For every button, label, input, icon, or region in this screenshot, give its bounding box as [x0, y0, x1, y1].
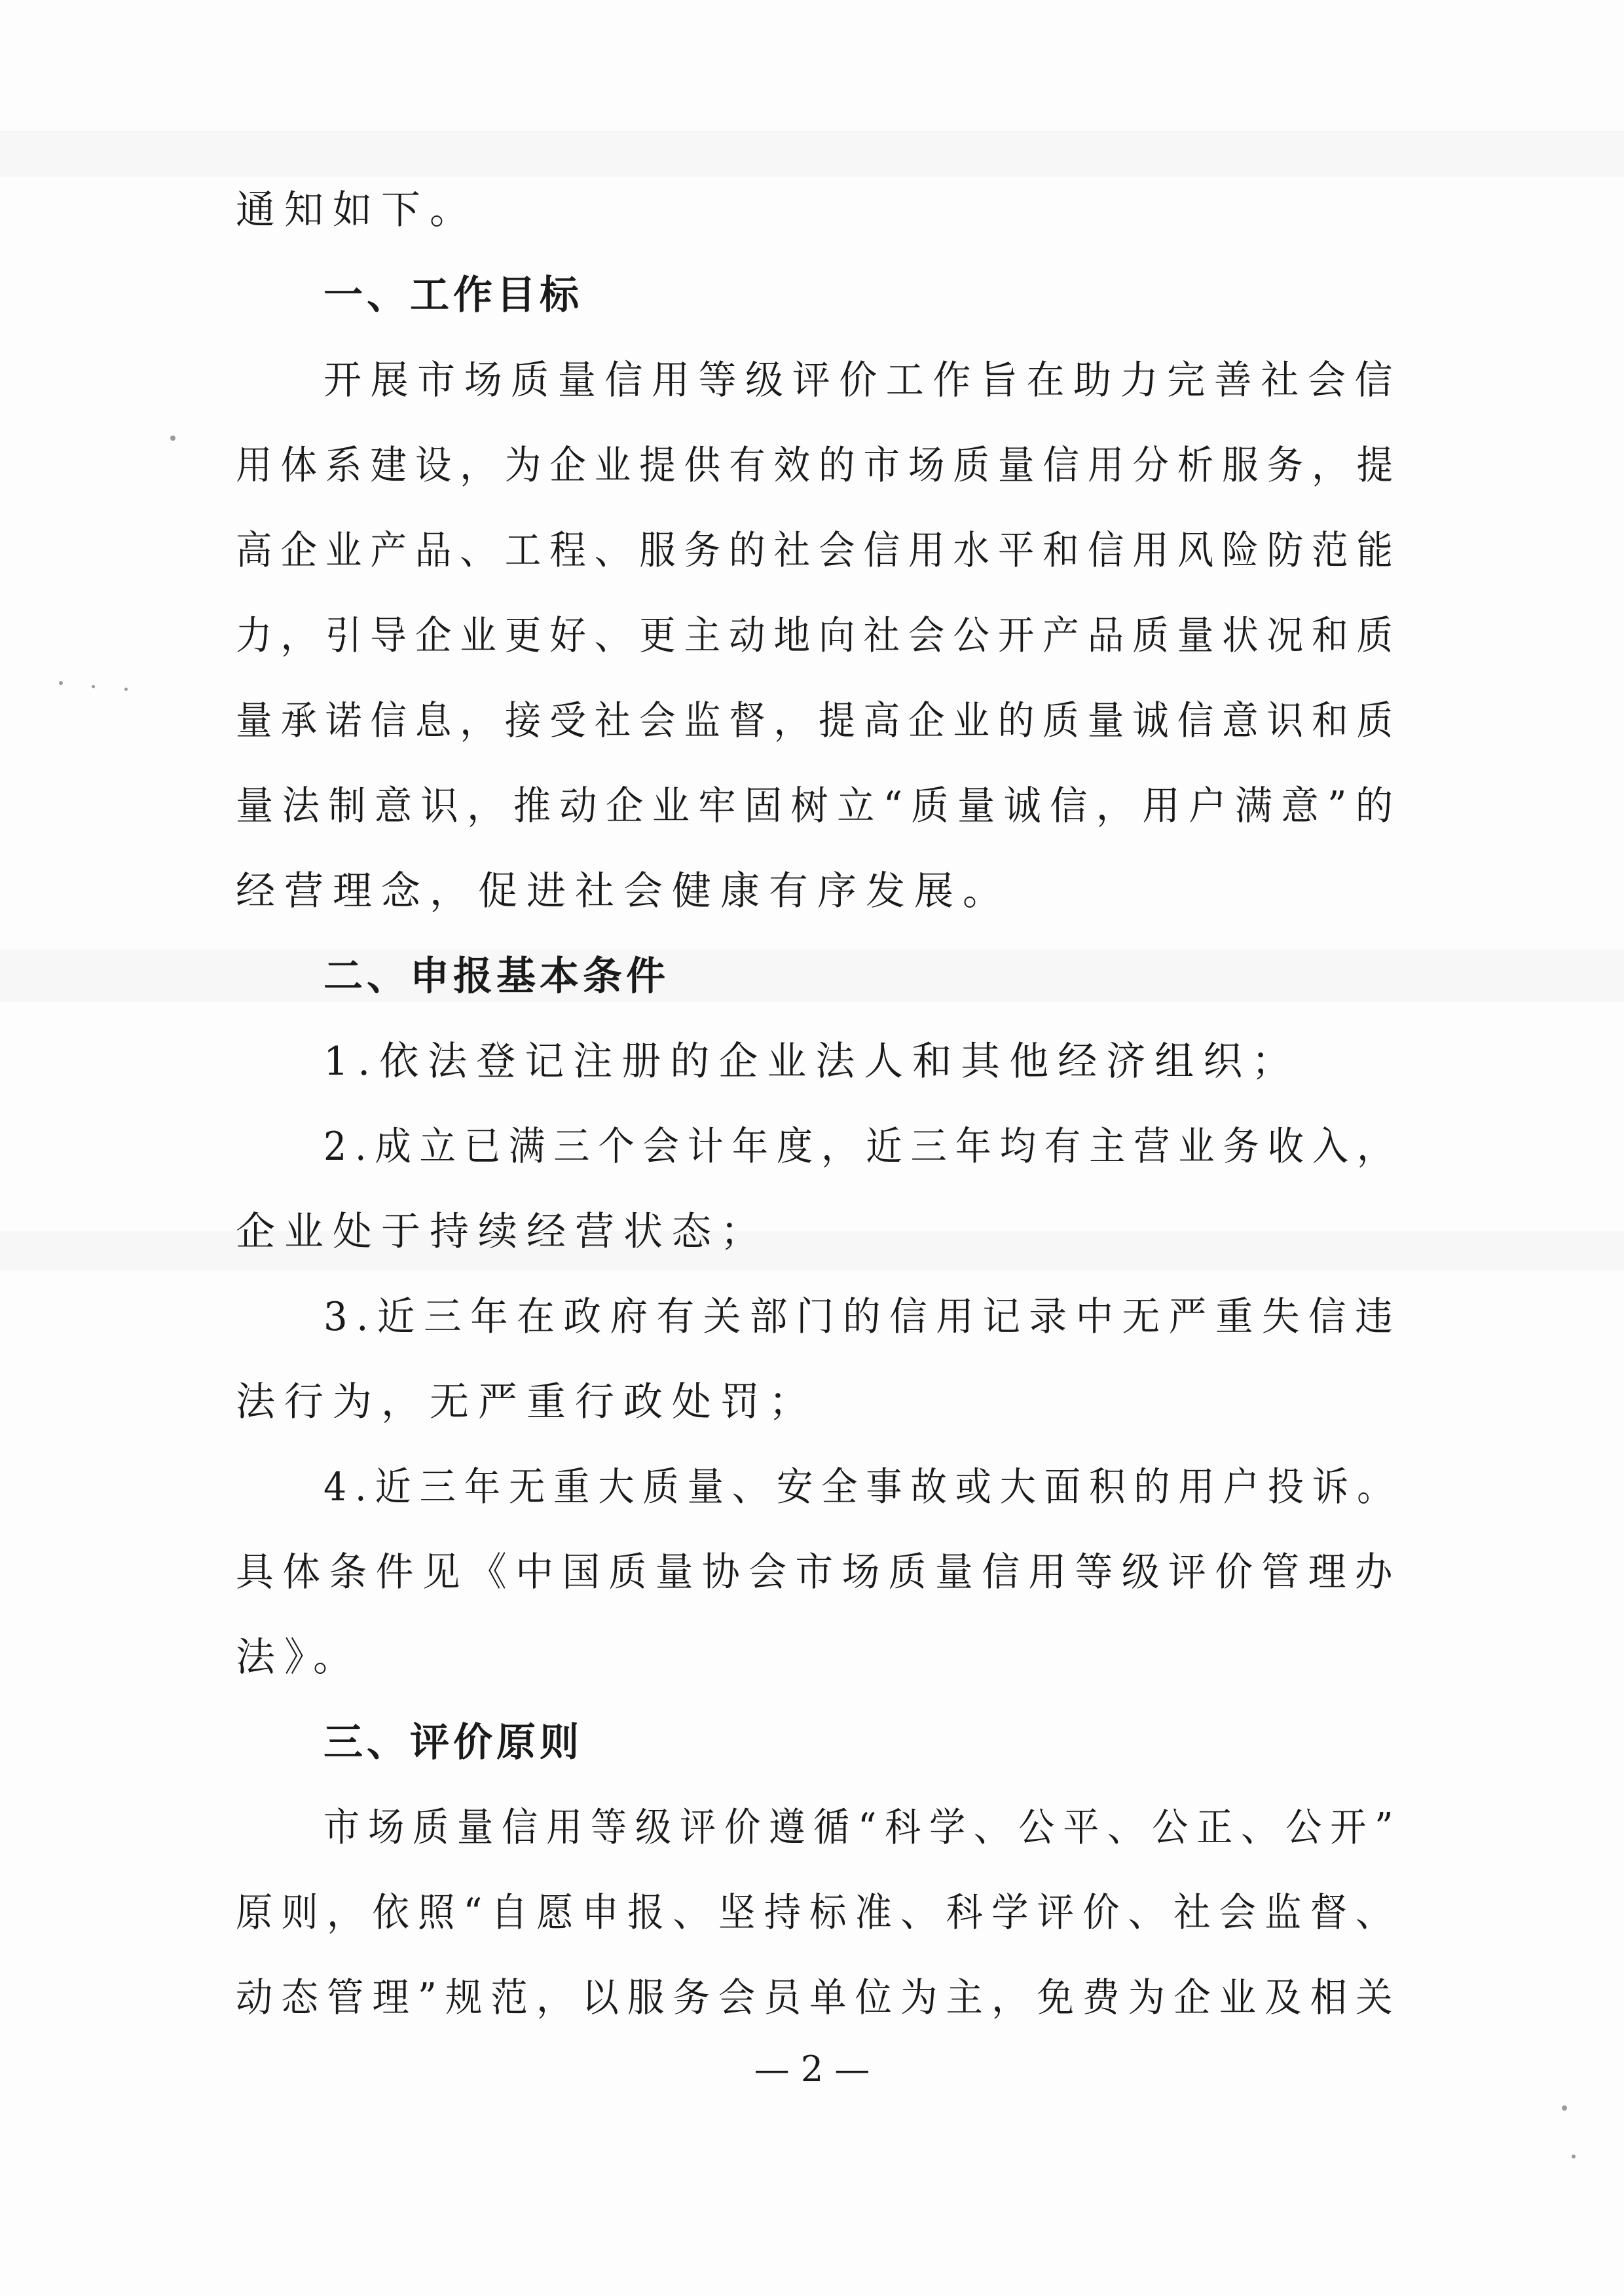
section-heading-goals: 一、工作目标 [323, 272, 583, 318]
scan-speck [1562, 2105, 1567, 2111]
condition-item: 2.成立已满三个会计年度，近三年均有主营业务收入， [323, 1124, 1402, 1170]
page-number: — 2 — [754, 2048, 870, 2090]
section-heading-principles: 三、评价原则 [323, 1720, 583, 1766]
paragraph-line: 市场质量信用等级评价遵循“科学、公平、公正、公开” [323, 1805, 1402, 1851]
paragraph-line: 动态管理”规范，以服务会员单位为主，免费为企业及相关 [236, 1975, 1401, 2021]
condition-item: 1.依法登记注册的企业法人和其他经济组织； [323, 1039, 1301, 1084]
paragraph-line: 原则，依照“自愿申报、坚持标准、科学评价、社会监督、 [236, 1890, 1401, 1936]
condition-item-continuation: 法》。 [236, 1635, 361, 1680]
section-heading-conditions: 二、申报基本条件 [323, 954, 669, 999]
scan-speck [92, 685, 95, 688]
scan-shadow-band [0, 950, 1624, 1002]
paragraph-line: 用体系建设，为企业提供有效的市场质量信用分析服务，提 [236, 443, 1401, 489]
scan-shadow-band [0, 131, 1624, 177]
scan-speck [124, 688, 128, 691]
paragraph-line: 力，引导企业更好、更主动地向社会公开产品质量状况和质 [236, 613, 1401, 659]
condition-item-continuation: 法行为，无严重行政处罚； [236, 1379, 817, 1425]
scan-speck [1572, 2155, 1576, 2158]
paragraph-line: 量承诺信息，接受社会监督，提高企业的质量诚信意识和质 [236, 698, 1401, 744]
condition-item-continuation: 企业处于持续经营状态； [236, 1209, 769, 1255]
paragraph-line: 量法制意识，推动企业牢固树立“质量诚信，用户满意”的 [236, 783, 1402, 829]
paragraph-line: 高企业产品、工程、服务的社会信用水平和信用风险防范能 [236, 528, 1401, 574]
scan-speck [170, 435, 175, 441]
text-line: 通知如下。 [236, 187, 478, 233]
condition-item-continuation: 具体条件见《中国质量协会市场质量信用等级评价管理办 [236, 1549, 1401, 1595]
condition-item: 3.近三年在政府有关部门的信用记录中无严重失信违 [323, 1294, 1402, 1340]
scan-speck [59, 681, 63, 685]
paragraph-line: 开展市场质量信用等级评价工作旨在助力完善社会信 [323, 358, 1401, 403]
paragraph-line: 经营理念，促进社会健康有序发展。 [236, 868, 1011, 914]
condition-item: 4.近三年无重大质量、安全事故或大面积的用户投诉。 [323, 1464, 1402, 1510]
